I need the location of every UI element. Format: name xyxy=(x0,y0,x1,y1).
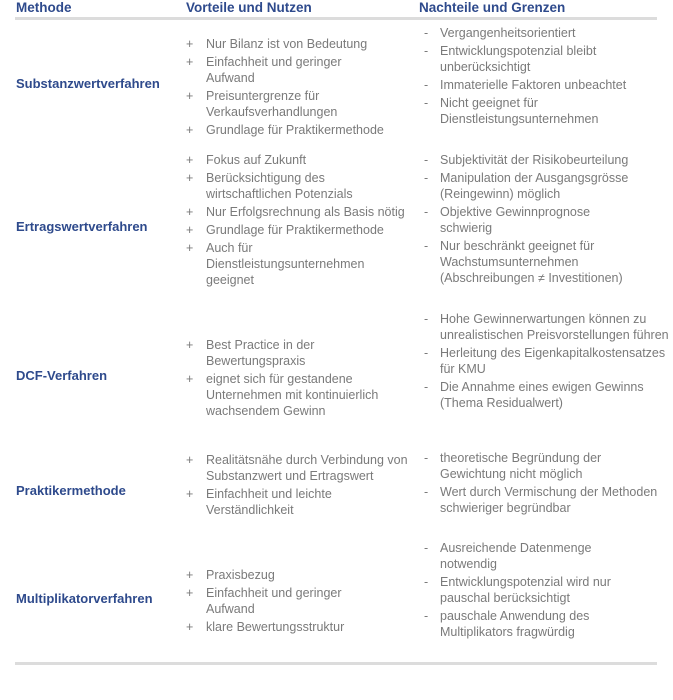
list-item: - Manipulation der Ausgangsgrösse (Reingewinn) möglich xyxy=(424,171,629,201)
plus-icon: + xyxy=(186,55,194,69)
list-item: - Ausreichende Datenmenge notwendig xyxy=(424,541,592,571)
list-item: + Einfachheit und geringer Aufwand xyxy=(186,55,342,85)
minus-icon: - xyxy=(424,312,429,326)
plus-icon: + xyxy=(186,620,194,634)
plus-icon: + xyxy=(186,89,194,103)
plus-icon: + xyxy=(186,171,194,185)
minus-icon: - xyxy=(424,239,429,253)
list-item: - Herleitung des Eigenkapitalkostensatzes für KMU xyxy=(424,346,666,376)
minus-icon: - xyxy=(424,485,429,499)
list-item: - Immaterielle Faktoren unbeachtet xyxy=(424,78,627,92)
cons-list xyxy=(424,450,660,518)
table-bottom-divider xyxy=(15,662,657,665)
list-item: - Die Annahme eines ewigen Gewinns (Thema Residualwert) xyxy=(424,380,644,410)
minus-icon: - xyxy=(424,26,429,40)
method-dcf-verfahren: DCF-Verfahren xyxy=(16,368,108,383)
plus-icon: + xyxy=(186,37,194,51)
list-item: + Auch für Dienstleistungsunternehmen geeignet xyxy=(186,241,365,287)
cons-list xyxy=(424,25,660,129)
list-item: - Entwicklungspotenzial wird nur pauschal berücksichtigt xyxy=(424,575,611,605)
plus-icon: + xyxy=(186,338,194,352)
minus-icon: - xyxy=(424,171,429,185)
list-item: + Grundlage für Praktikermethode xyxy=(186,123,384,137)
method-multiplikatorverfahren: Multiplikatorverfahren xyxy=(16,591,153,606)
list-item: + Praxisbezug xyxy=(186,568,275,582)
plus-icon: + xyxy=(186,205,194,219)
list-item: + Nur Bilanz ist von Bedeutung xyxy=(186,37,368,51)
minus-icon: - xyxy=(424,44,429,58)
minus-icon: - xyxy=(424,205,429,219)
cons-list xyxy=(424,152,660,288)
header-pros: Vorteile und Nutzen xyxy=(186,0,312,15)
pros-list xyxy=(186,567,411,637)
pros-list xyxy=(186,36,411,140)
list-item: + eignet sich für gestandene Unternehmen mit kontinuierlich wachsendem Gewinn xyxy=(186,372,379,418)
list-item: + klare Bewertungsstruktur xyxy=(186,620,345,634)
pros-list xyxy=(186,452,411,520)
minus-icon: - xyxy=(424,346,429,360)
plus-icon: + xyxy=(186,123,194,137)
method-ertragswertverfahren: Ertragswertverfahren xyxy=(16,219,148,234)
header-divider xyxy=(15,17,657,20)
plus-icon: + xyxy=(186,487,194,501)
plus-icon: + xyxy=(186,586,194,600)
minus-icon: - xyxy=(424,153,429,167)
list-item: - Entwicklungspotenzial bleibt unberücksichtigt xyxy=(424,44,597,74)
minus-icon: - xyxy=(424,575,429,589)
list-item: + Fokus auf Zukunft xyxy=(186,153,307,167)
plus-icon: + xyxy=(186,568,194,582)
minus-icon: - xyxy=(424,609,429,623)
list-item: - Hohe Gewinnerwartungen können zu unrealistischen Preisvorstellungen führen xyxy=(424,312,669,342)
list-item: - Subjektivität der Risikobeurteilung xyxy=(424,153,629,167)
list-item: - Wert durch Vermischung der Methoden schwieriger begründbar xyxy=(424,485,658,515)
plus-icon: + xyxy=(186,453,194,467)
list-item: + Grundlage für Praktikermethode xyxy=(186,223,384,237)
method-praktikermethode: Praktikermethode xyxy=(16,483,126,498)
list-item: - Objektive Gewinnprognose schwierig xyxy=(424,205,591,235)
pros-list xyxy=(186,152,411,290)
list-item: + Einfachheit und geringer Aufwand xyxy=(186,586,342,616)
list-item: + Nur Erfolgsrechnung als Basis nötig xyxy=(186,205,405,219)
cons-list xyxy=(424,311,669,413)
list-item: - pauschale Anwendung des Multiplikators fragwürdig xyxy=(424,609,590,639)
minus-icon: - xyxy=(424,380,429,394)
plus-icon: + xyxy=(186,372,194,386)
header-method: Methode xyxy=(16,0,72,15)
header-cons: Nachteile und Grenzen xyxy=(419,0,566,15)
plus-icon: + xyxy=(186,153,194,167)
plus-icon: + xyxy=(186,241,194,255)
list-item: + Preisuntergrenze für Verkaufsverhandlungen xyxy=(186,89,338,119)
pros-list xyxy=(186,337,411,421)
minus-icon: - xyxy=(424,541,429,555)
cons-list xyxy=(424,540,660,642)
list-item: + Realitätsnähe durch Verbindung von Substanzwert und Ertragswert xyxy=(186,453,408,483)
minus-icon: - xyxy=(424,96,429,110)
minus-icon: - xyxy=(424,451,429,465)
list-item: - Nur beschränkt geeignet für Wachstumsunternehmen (Abschreibungen ≠ Investitionen) xyxy=(424,239,623,285)
minus-icon: - xyxy=(424,78,429,92)
list-item: - Nicht geeignet für Dienstleistungsunternehmen xyxy=(424,96,599,126)
list-item: - theoretische Begründung der Gewichtung nicht möglich xyxy=(424,451,602,481)
plus-icon: + xyxy=(186,223,194,237)
list-item: - Vergangenheitsorientiert xyxy=(424,26,576,40)
method-substanzwertverfahren: Substanzwertverfahren xyxy=(16,76,160,91)
list-item: + Berücksichtigung des wirtschaftlichen Potenzials xyxy=(186,171,353,201)
list-item: + Einfachheit und leichte Verständlichkeit xyxy=(186,487,332,517)
list-item: + Best Practice in der Bewertungspraxis xyxy=(186,338,315,368)
